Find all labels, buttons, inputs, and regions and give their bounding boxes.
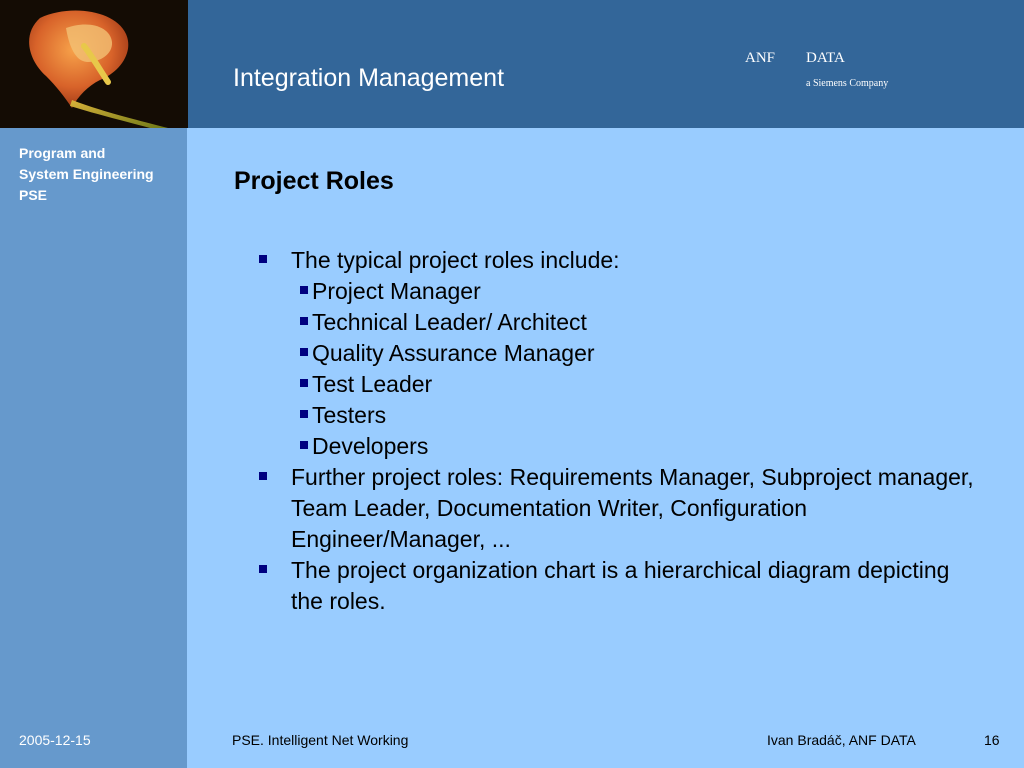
square-bullet-icon bbox=[259, 565, 267, 573]
square-bullet-icon bbox=[259, 255, 267, 263]
sub-bullet-item bbox=[291, 338, 979, 369]
footer-author: Ivan Bradáč, ANF DATA bbox=[767, 732, 916, 748]
sidebar-caption bbox=[19, 143, 154, 206]
brand-data: DATA bbox=[806, 50, 845, 66]
sidebar-line: PSE bbox=[19, 187, 48, 203]
sub-bullet-item bbox=[291, 369, 979, 400]
brand-anf: ANF bbox=[745, 50, 776, 66]
sub-bullet-list bbox=[291, 276, 979, 462]
footer-date: 2005-12-15 bbox=[19, 732, 91, 748]
calla-lily-flower-image bbox=[0, 0, 188, 128]
sub-bullet-item bbox=[291, 307, 979, 338]
sub-bullet-text: Developers bbox=[312, 433, 429, 459]
square-bullet-icon bbox=[259, 472, 267, 480]
page-number: 16 bbox=[984, 732, 1000, 748]
slide-title: Project Roles bbox=[234, 167, 394, 195]
sidebar-line: System Engineering bbox=[19, 166, 154, 182]
square-bullet-icon bbox=[300, 379, 308, 387]
bullet-item bbox=[259, 555, 979, 617]
sub-bullet-text: Testers bbox=[312, 402, 387, 428]
square-bullet-icon bbox=[300, 317, 308, 325]
sidebar bbox=[0, 128, 187, 768]
bullet-text: The typical project roles include: bbox=[291, 247, 620, 273]
header-bar bbox=[0, 0, 1024, 128]
sub-bullet-text: Test Leader bbox=[312, 371, 433, 397]
bullet-item bbox=[259, 462, 979, 555]
square-bullet-icon bbox=[300, 410, 308, 418]
bullet-text: The project organization chart is a hierarchical diagram depicting the roles. bbox=[291, 557, 950, 614]
sub-bullet-item bbox=[291, 276, 979, 307]
sub-bullet-text: Project Manager bbox=[312, 278, 481, 304]
square-bullet-icon bbox=[300, 441, 308, 449]
sub-bullet-text: Technical Leader/ Architect bbox=[312, 309, 587, 335]
square-bullet-icon bbox=[300, 286, 308, 294]
brand-subtitle: a Siemens Company bbox=[806, 78, 889, 89]
header-title: Integration Management bbox=[233, 64, 505, 92]
square-bullet-icon bbox=[300, 348, 308, 356]
footer-company-tagline: PSE. Intelligent Net Working bbox=[232, 732, 409, 748]
sub-bullet-item bbox=[291, 431, 979, 462]
bullet-item bbox=[259, 245, 979, 462]
sub-bullet-text: Quality Assurance Manager bbox=[312, 340, 595, 366]
sidebar-line: Program and bbox=[19, 145, 106, 161]
sub-bullet-item bbox=[291, 400, 979, 431]
bullet-list bbox=[259, 245, 979, 617]
bullet-text: Further project roles: Requirements Manager, Subproject manager, Team Leader, Documentation Writer, Configuration Engineer/Manager, ... bbox=[291, 464, 974, 552]
